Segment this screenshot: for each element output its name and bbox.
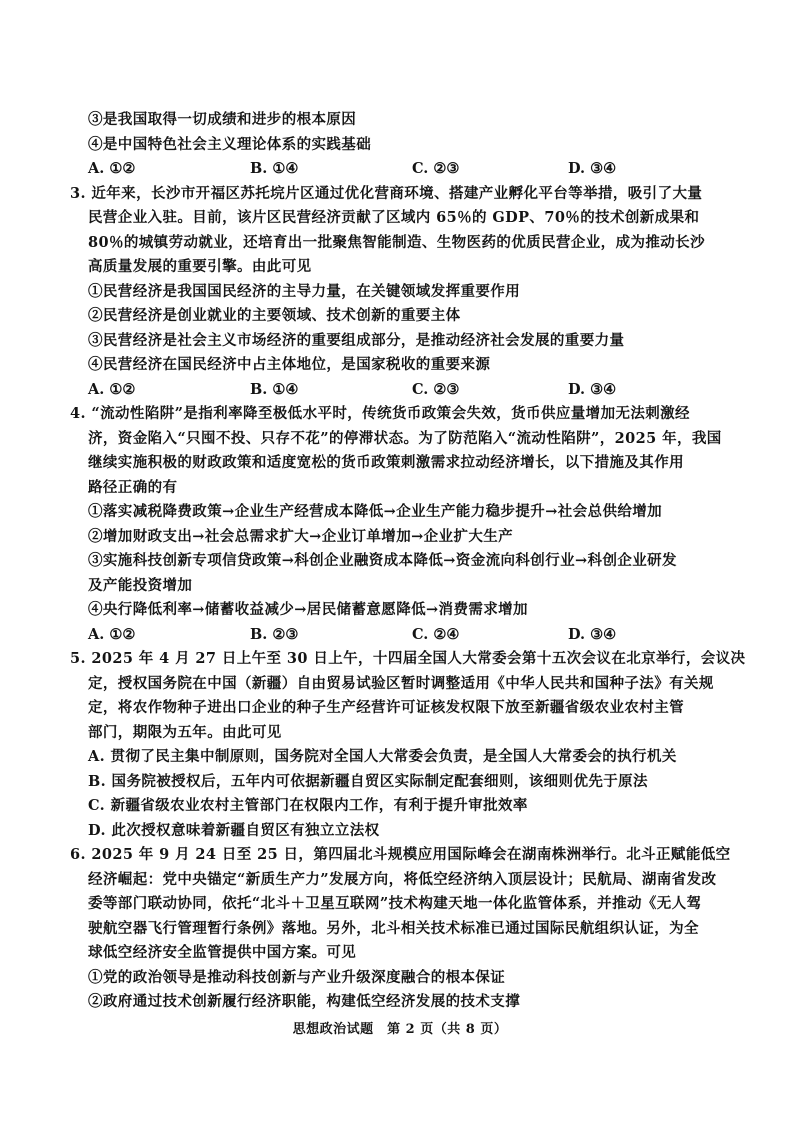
option-c: C. ②④ <box>412 625 460 643</box>
question-6 <box>70 843 756 1015</box>
option-c: C. ②③ <box>412 380 460 398</box>
question-stem-line: 民营企业入驻。目前，该片区民营经济贡献了区域内 65％的 GDP、70％的技术创新成果和 <box>88 209 700 226</box>
option-b: B. ②③ <box>250 625 299 643</box>
statement-4: ④央行降低利率→储蓄收益减少→居民储蓄意愿降低→消费需求增加 <box>88 601 528 618</box>
question-stem-line: 3. 近年来，长沙市开福区苏托垸片区通过优化营商环境、搭建产业孵化平台等举措，吸引了大量 <box>70 184 703 202</box>
question-2-continuation <box>88 108 756 182</box>
option-b: B. ①④ <box>250 160 299 177</box>
question-stem-line: 路径正确的有 <box>88 478 178 496</box>
statement-3: ③实施科技创新专项信贷政策→科创企业融资成本降低→资金流向科创行业→科创企业研发 <box>88 552 677 569</box>
question-stem-line: 继续实施积极的财政政策和适度宽松的货币政策刺激需求拉动经济增长，以下措施及其作用 <box>88 454 684 471</box>
option-d: D. ③④ <box>568 625 617 643</box>
question-stem-line: 定，将农作物种子进出口企业的种子生产经营许可证核发权限下放至新疆省级农业农村主管 <box>88 699 684 716</box>
statement-3-continued: 及产能投资增加 <box>88 576 193 594</box>
choice-b: B. 国务院被授权后，五年内可依据新疆自贸区实际制定配套细则，该细则优先于原法 <box>88 772 648 790</box>
statement-1: ①落实减税降费政策→企业生产经营成本降低→企业生产能力稳步提升→社会总供给增加 <box>88 503 663 520</box>
option-b: B. ①④ <box>250 380 299 398</box>
statement-2: ②民营经济是创业就业的主要领域、技术创新的重要主体 <box>88 307 461 324</box>
statement-3: ③是我国取得一切成绩和进步的根本原因 <box>88 111 357 128</box>
question-4 <box>70 402 756 647</box>
answer-options <box>88 378 756 403</box>
answer-options <box>88 623 756 648</box>
statement-3: ③民营经济是社会主义市场经济的重要组成部分，是推动经济社会发展的重要力量 <box>88 331 625 349</box>
question-stem-line: 80％的城镇劳动就业，还培育出一批聚焦智能制造、生物医药的优质民营企业，成为推动长沙 <box>88 233 705 251</box>
question-5 <box>70 647 756 843</box>
page-footer: 思想政治试题 第 2 页（共 8 页） <box>292 1022 508 1037</box>
statement-2: ②政府通过技术创新履行经济职能，构建低空经济发展的技术支撑 <box>88 993 521 1010</box>
option-a: A. ①② <box>88 625 136 643</box>
option-c: C. ②③ <box>412 160 460 177</box>
statement-1: ①民营经济是我国国民经济的主导力量，在关键领域发挥重要作用 <box>88 282 521 300</box>
question-stem-line: 部门，期限为五年。由此可见 <box>88 723 282 741</box>
question-stem-line: 济，资金陷入“只囤不投、只存不花”的停滞状态。为了防范陷入“流动性陷阱”，2025 年，我国 <box>88 429 722 447</box>
question-stem-line: 球低空经济安全监管提供中国方案。可见 <box>88 944 357 961</box>
question-stem-line: 定，授权国务院在中国（新疆）自由贸易试验区暂时调整适用《中华人民共和国种子法》有关规 <box>88 674 714 692</box>
question-stem-line: 委等部门联动协同，依托“北斗＋卫星互联网”技术构建天地一体化监管体系，并推动《无人驾 <box>88 895 702 912</box>
question-stem-line: 5. 2025 年 4 月 27 日上午至 30 日上午，十四届全国人大常委会第十五次会议在北京举行，会议决 <box>70 650 746 667</box>
option-a: A. ①② <box>88 380 136 398</box>
choice-c: C. 新疆省级农业农村主管部门在权限内工作，有利于提升审批效率 <box>88 797 528 814</box>
answer-options <box>88 157 756 182</box>
statement-4: ④是中国特色社会主义理论体系的实践基础 <box>88 135 372 153</box>
question-stem-line: 6. 2025 年 9 月 24 日至 25 日，第四届北斗规模应用国际峰会在湖南株洲举行。北斗正赋能低空 <box>70 846 731 863</box>
choice-a: A. 贯彻了民主集中制原则，国务院对全国人大常委会负责，是全国人大常委会的执行机关 <box>88 748 677 765</box>
statement-2: ②增加财政支出→社会总需求扩大→企业订单增加→企业扩大生产 <box>88 527 514 545</box>
choice-d: D. 此次授权意味着新疆自贸区有独立立法权 <box>88 821 380 839</box>
question-stem-line: 驶航空器飞行管理暂行条例》落地。另外，北斗相关技术标准已通过国际民航组织认证，为全 <box>88 919 699 937</box>
option-d: D. ③④ <box>568 380 617 398</box>
statement-4: ④民营经济在国民经济中占主体地位，是国家税收的重要来源 <box>88 356 491 373</box>
option-a: A. ①② <box>88 160 136 177</box>
question-stem-line: 高质量发展的重要引擎。由此可见 <box>88 258 312 275</box>
question-stem-line: 4. “流动性陷阱”是指利率降至极低水平时，传统货币政策会失效，货币供应量增加无法刺激经 <box>70 405 690 422</box>
question-stem-line: 经济崛起：党中央锚定“新质生产力”发展方向，将低空经济纳入顶层设计；民航局、湖南省发改 <box>88 870 717 888</box>
question-3 <box>70 182 756 403</box>
option-d: D. ③④ <box>568 160 617 177</box>
statement-1: ①党的政治领导是推动科技创新与产业升级深度融合的根本保证 <box>88 968 506 986</box>
